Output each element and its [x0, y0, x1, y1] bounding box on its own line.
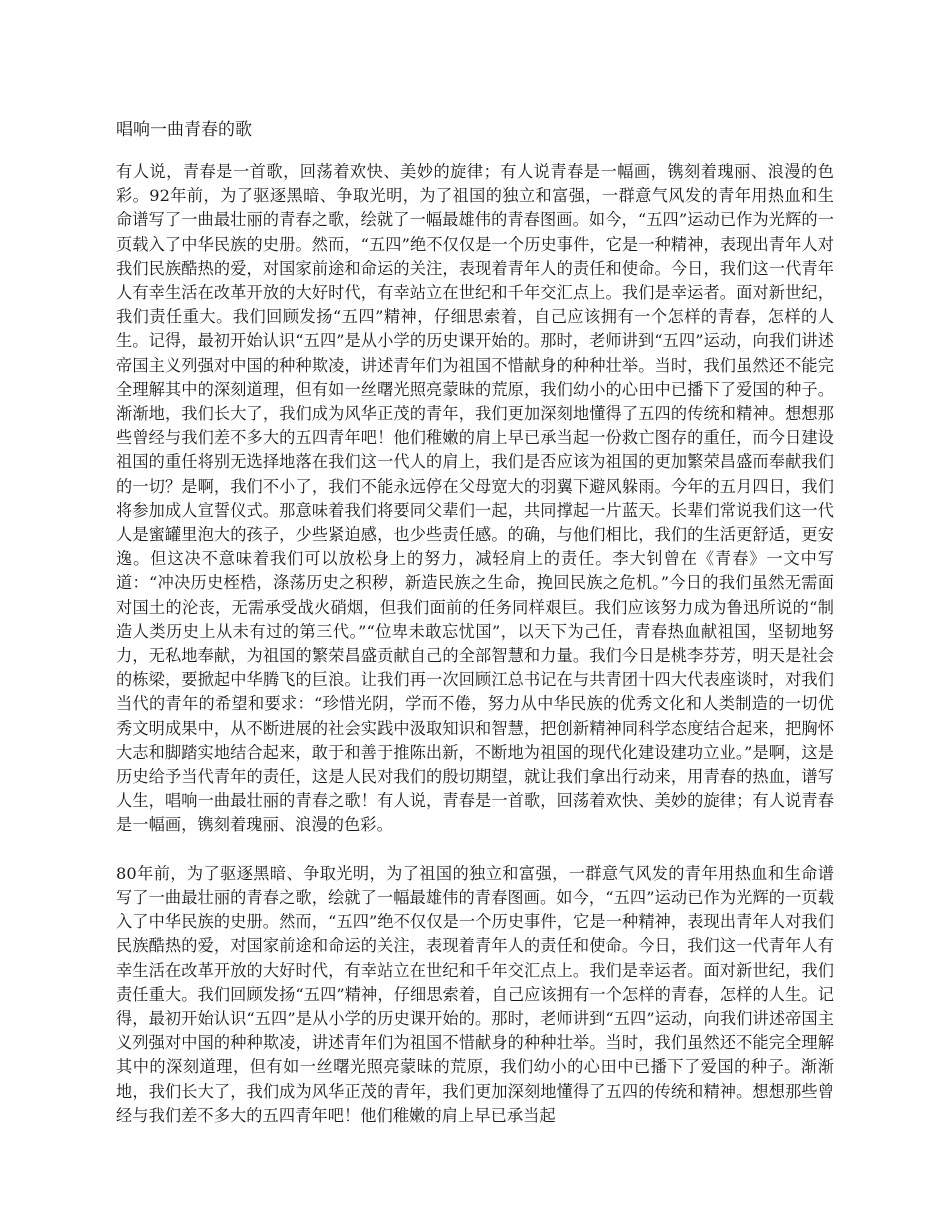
document-title: 唱响一曲青春的歌 — [116, 120, 252, 140]
document-page — [116, 118, 834, 1152]
body-paragraph-2: 80年前，为了驱逐黑暗、争取光明，为了祖国的独立和富强，一群意气风发的青年用热血和生命谱写了一曲最壮丽的青春之歌，绘就了一幅最雄伟的青春图画。如今，“五四”运动已作为光辉的一页载入了中华民族的史册。然而，“五四”绝不仅仅是一个历史事件，它是一种精神，表现出青年人对我们民族酷热的爱，对国家前途和命运的关注，表现着青年人的责任和使命。今日，我们这一代青年人有幸生活在改革开放的大好时代，有幸站立在世纪和千年交汇点上。我们是幸运者。面对新世纪，我们责任重大。我们回顾发扬“五四”精神，仔细思索着，自己应该拥有一个怎样的青春，怎样的人生。记得，最初开始认识“五四”是从小学的历史课开始的。那时，老师讲到“五四”运动，向我们讲述帝国主义列强对中国的种种欺凌，讲述青年们为祖国不惜献身的种种壮举。当时，我们虽然还不能完全理解其中的深刻道理，但有如一丝曙光照亮蒙昧的荒原，我们幼小的心田中已播下了爱国的种子。渐渐地，我们长大了，我们成为风华正茂的青年，我们更加深刻地懂得了五四的传统和精神。想想那些曾经与我们差不多大的五四青年吧！他们稚嫩的肩上早已承当起 — [116, 863, 834, 1125]
body-paragraph-1: 有人说，青春是一首歌，回荡着欢快、美妙的旋律；有人说青春是一幅画，镌刻着瑰丽、浪漫的色彩。92年前，为了驱逐黑暗、争取光明，为了祖国的独立和富强，一群意气风发的青年用热血和生命谱写了一曲最壮丽的青春之歌，绘就了一幅最雄伟的青春图画。如今，“五四”运动已作为光辉的一页载入了中华民族的史册。然而，“五四”绝不仅仅是一个历史事件，它是一种精神，表现出青年人对我们民族酷热的爱，对国家前途和命运的关注，表现着青年人的责任和使命。今日，我们这一代青年人有幸生活在改革开放的大好时代，有幸站立在世纪和千年交汇点上。我们是幸运者。面对新世纪，我们责任重大。我们回顾发扬“五四”精神，仔细思索着，自己应该拥有一个怎样的青春，怎样的人生。记得，最初开始认识“五四”是从小学的历史课开始的。那时，老师讲到“五四”运动，向我们讲述帝国主义列强对中国的种种欺凌，讲述青年们为祖国不惜献身的种种壮举。当时，我们虽然还不能完全理解其中的深刻道理，但有如一丝曙光照亮蒙昧的荒原，我们幼小的心田中已播下了爱国的种子。渐渐地，我们长大了，我们成为风华正茂的青年，我们更加深刻地懂得了五四的传统和精神。想想那些曾经与我们差不多大的五四青年吧！他们稚嫩的肩上早已承当起一份救亡图存的重任，而今日建设祖国的重任将别无选择地落在我们这一代人的肩上，我们是否应该为祖国的更加繁荣昌盛而奉献我们的一切？是啊，我们不小了，我们不能永远停在父母宽大的羽翼下避风躲雨。今年的五月四日，我们将参加成人宣誓仪式。那意味着我们将要同父辈们一起，共同撑起一片蓝天。长辈们常说我们这一代人是蜜罐里泡大的孩子，少些紧迫感，也少些责任感。的确，与他们相比，我们的生活更舒适，更安逸。但这决不意味着我们可以放松身上的努力，减轻肩上的责任。李大钊曾在《青春》一文中写道：“冲决历史桎梏，涤荡历史之积秽，新造民族之生命，挽回民族之危机。”今日的我们虽然无需面对国土的沦丧，无需承受战火硝烟，但我们面前的任务同样艰巨。我们应该努力成为鲁迅所说的“制造人类历史上从未有过的第三代。”“位卑未敢忘忧国”，以天下为己任，青春热血献祖国，坚韧地努力，无私地奉献，为祖国的繁荣昌盛贡献自己的全部智慧和力量。我们今日是桃李芬芳，明天是社会的栋梁，要掀起中华腾飞的巨浪。让我们再一次回顾江总书记在与共青团十四大代表座谈时，对我们当代的青年的希望和要求：“珍惜光阴，学而不倦，努力从中华民族的优秀文化和人类制造的一切优秀文明成果中，从不断进展的社会实践中汲取知识和智慧，把创新精神同科学态度结合起来，把胸怀大志和脚踏实地结合起来，敢于和善于推陈出新，不断地为祖国的现代化建设建功立业。”是啊，这是历史给予当代青年的责任，这是人民对我们的殷切期望，就让我们拿出行动来，用青春的热血，谱写人生，唱响一曲最壮丽的青春之歌！有人说，青春是一首歌，回荡着欢快、美妙的旋律；有人说青春是一幅画，镌刻着瑰丽、浪漫的色彩。 — [116, 162, 834, 835]
